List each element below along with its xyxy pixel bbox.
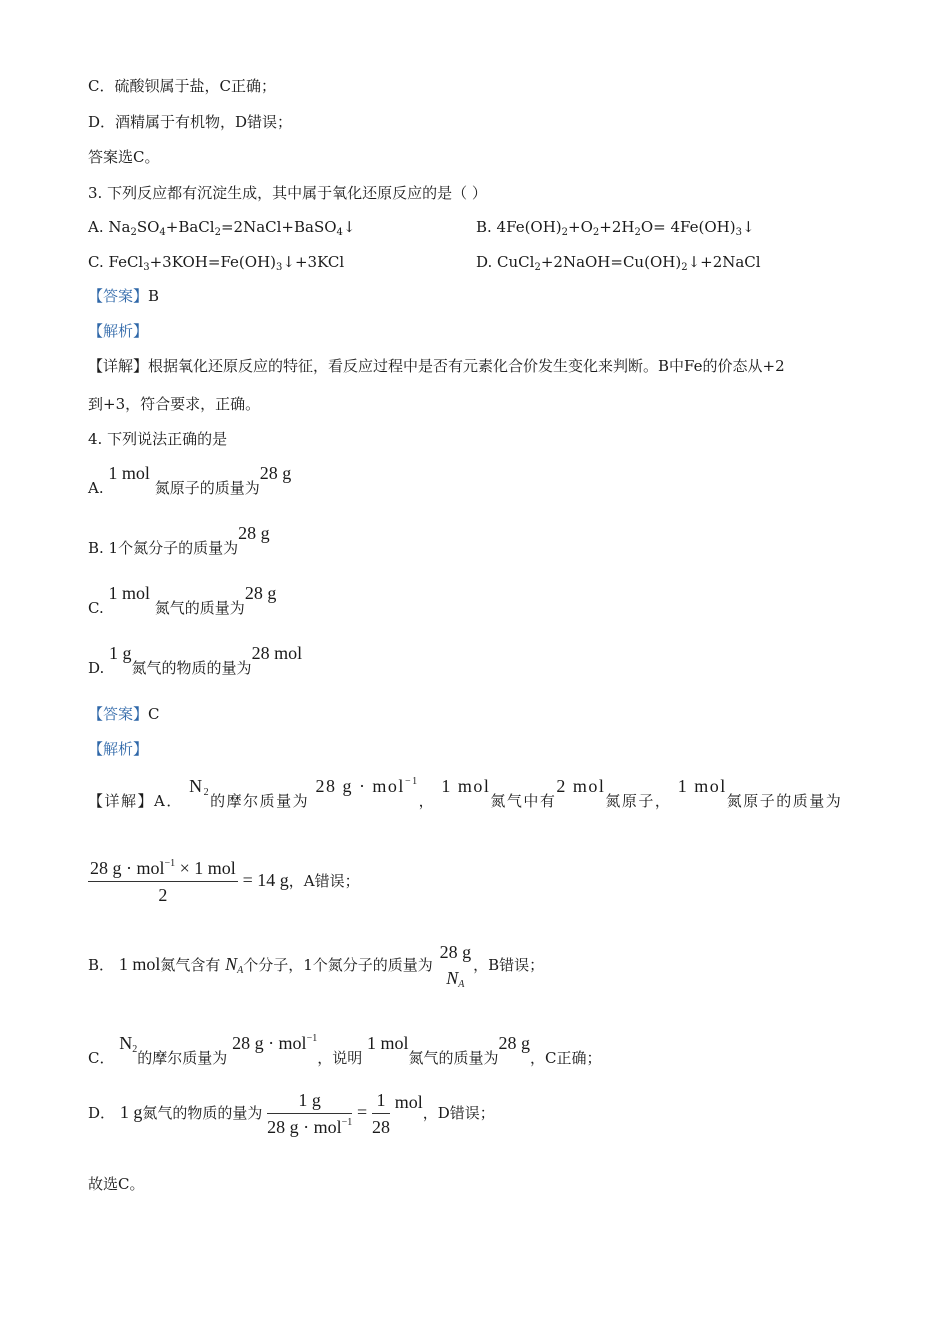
answer-statement: 答案选C。 bbox=[88, 148, 160, 166]
option-c-explanation: C．硫酸钡属于盐，C正确； bbox=[88, 77, 276, 95]
q3-option-a: A. $Na_2SO_4+BaCl_2=2NaCl+BaSO_4↓$ bbox=[88, 218, 356, 238]
q4-option-c: C. 1 mol 氮气的质量为28 g bbox=[88, 583, 277, 617]
q4-analysis-tag: 【解析】 bbox=[88, 740, 149, 758]
option-d-explanation: D．酒精属于有机物，D错误； bbox=[88, 113, 293, 131]
question-4-stem: 4. 下列说法正确的是 bbox=[88, 430, 228, 448]
fraction: $\frac{28 g \cdot mol^{-1} \times 1 mol}{2}$ bbox=[90, 858, 236, 905]
answer-tag: 【答案】 bbox=[88, 705, 149, 723]
q4-detail-d: D． 1 g氮气的物质的量为 $\frac{1 g}{28 g \cdot mol^{-1}}$ = $\frac{1}{28}$ mol，D错误； bbox=[88, 1090, 495, 1137]
fraction: 28 g $N_A$ bbox=[439, 942, 472, 990]
q4-option-b: B. 1个氮分子的质量为28 g bbox=[88, 523, 270, 557]
answer-tag: 【答案】 bbox=[88, 287, 149, 305]
q4-detail-a: 【详解】A． $N_2$的摩尔质量为 28 g · mol$^{-1}$， 1 mol氮气中有2 mol氮原子， 1 mol氮原子的质量为 bbox=[88, 776, 843, 810]
q3-detail-line-1: 【详解】根据氧化还原反应的特征，看反应过程中是否有元素化合价发生变化来判断。B中Fe的价态从+2 bbox=[88, 357, 785, 375]
q3-option-b: B. $4Fe(OH)_2+O_2+2H_2O=$ $4Fe(OH)_3↓$ bbox=[476, 218, 755, 238]
q4-detail-a-calc: $\frac{28 g \cdot mol^{-1} \times 1 mol}{2}$ = 14 g，A错误； bbox=[90, 858, 360, 905]
q4-detail-b: B． 1 mol氮气含有 $N_A$个分子，1个氮分子的质量为 28 g $N_A$ ，B错误； bbox=[88, 942, 545, 990]
question-3-stem: 3. 下列反应都有沉淀生成，其中属于氧化还原反应的是（ ） bbox=[88, 184, 487, 202]
q3-answer: 【答案】B bbox=[88, 287, 160, 305]
q3-option-c: C. $FeCl_3+3KOH=Fe(OH)_3↓+3KCl$ bbox=[88, 253, 345, 273]
q3-option-d: D. $CuCl_2+2NaOH=Cu(OH)_2↓+2NaCl$ bbox=[476, 253, 761, 273]
q3-analysis-tag: 【解析】 bbox=[88, 322, 149, 340]
q4-option-d: D. 1 g氮气的物质的量为28 mol bbox=[88, 643, 303, 677]
q4-option-a: A. 1 mol 氮原子的质量为28 g bbox=[88, 463, 292, 497]
q3-detail-line-2: 到+3，符合要求，正确。 bbox=[88, 395, 261, 413]
q4-detail-c: C． $N_2$的摩尔质量为 28 g · mol$^{-1}$，说明 1 mol氮气的质量为28 g，C正确； bbox=[88, 1033, 602, 1067]
fraction: $\frac{1}{28}$ bbox=[371, 1090, 390, 1137]
fraction: $\frac{1 g}{28 g \cdot mol^{-1}}$ bbox=[267, 1090, 353, 1137]
q4-answer: 【答案】C bbox=[88, 705, 160, 723]
final-answer: 故选C。 bbox=[88, 1175, 145, 1193]
